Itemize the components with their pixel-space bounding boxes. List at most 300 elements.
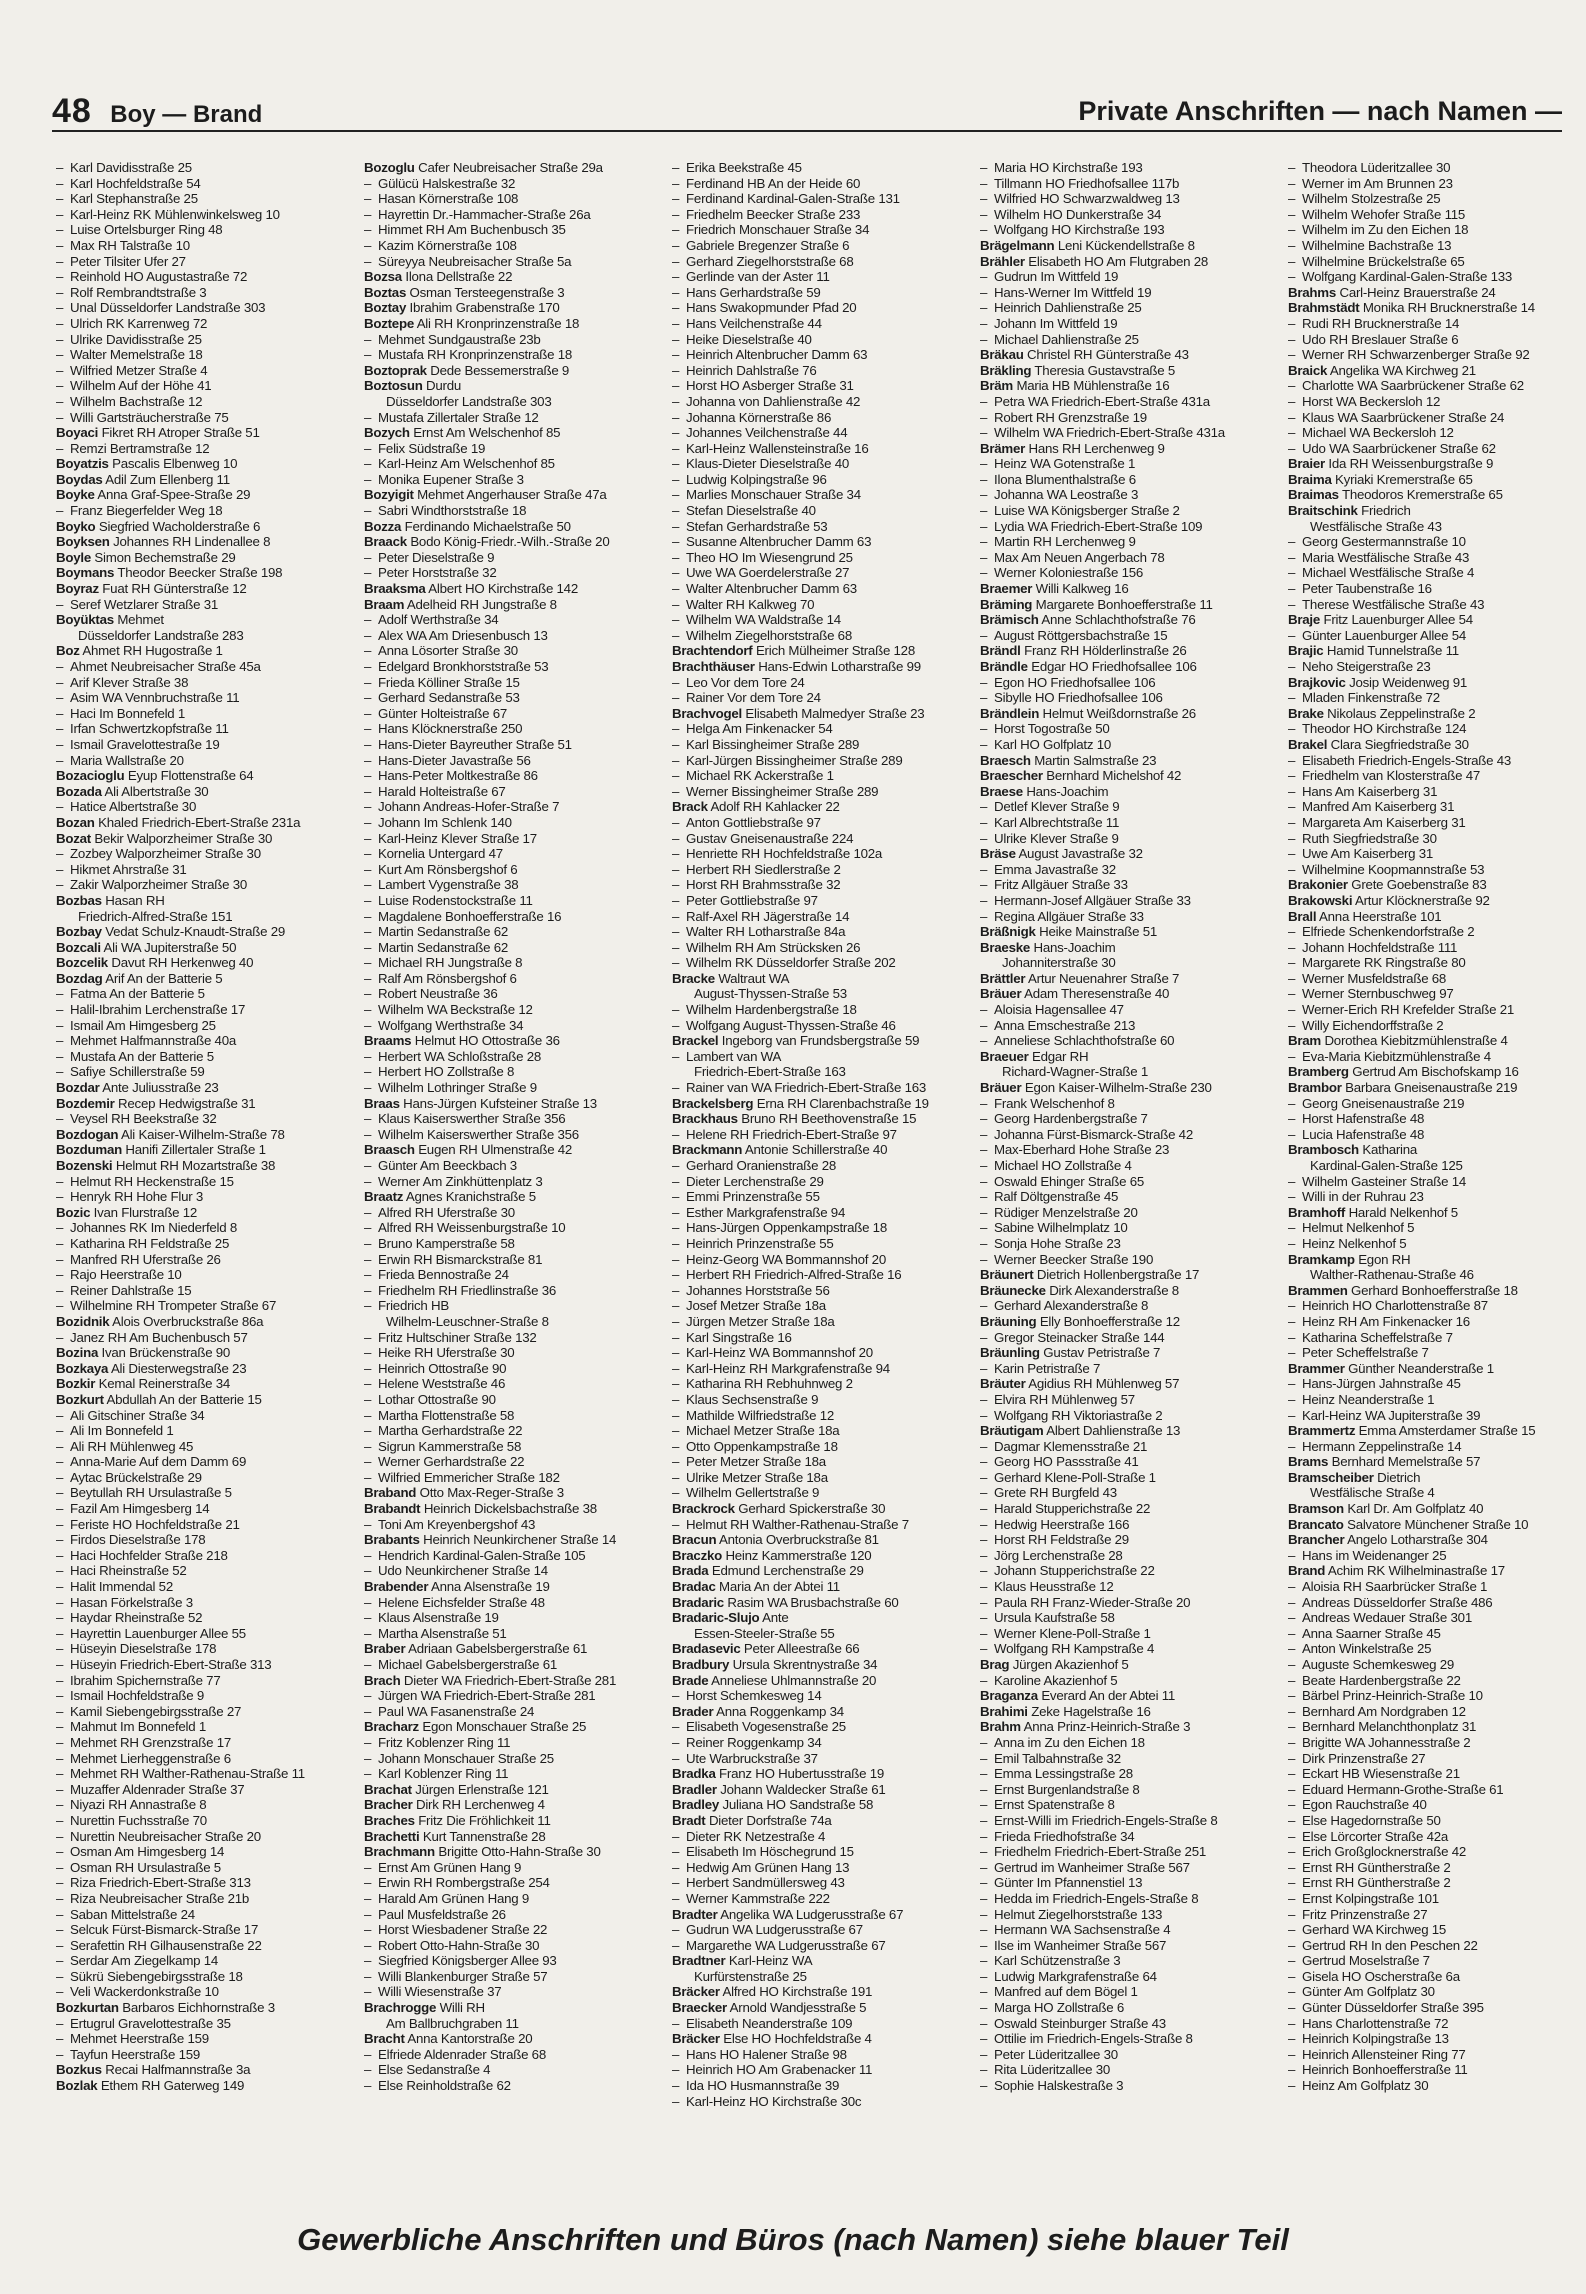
- directory-entry: – Karl Albrechtstraße 11: [980, 814, 1120, 830]
- entry-text: Fritz Allgäuer Straße 33: [994, 877, 1128, 893]
- entry-text: Ante Juliusstraße 23: [102, 1080, 219, 1096]
- surname: Bozkurt: [56, 1391, 104, 1407]
- directory-entry: [364, 1719, 660, 1735]
- entry-text: Erwin RH Bismarckstraße 81: [378, 1251, 543, 1267]
- surname: Boztay: [364, 300, 407, 316]
- entry-text: Klaus-Dieter Dieselstraße 40: [686, 456, 850, 472]
- directory-entry: – Ulrich RK Karrenweg 72: [56, 315, 208, 331]
- entry-text: Rainer Vor dem Tore 24: [686, 690, 821, 706]
- entry-text: Martin RH Lerchenweg 9: [994, 534, 1136, 550]
- entry-text: Artur Neuenahrer Straße 7: [1028, 970, 1180, 986]
- surname: Bozidnik: [56, 1313, 110, 1329]
- entry-text: Wilhelm Stolzestraße 25: [1302, 191, 1441, 207]
- directory-entry: – Udo RH Breslauer Straße 6: [1288, 331, 1459, 347]
- directory-entry: – Wilfried Metzer Straße 4: [56, 362, 208, 378]
- directory-entry: – Peter Tilsiter Ufer 27: [56, 253, 186, 269]
- directory-entry: [672, 1548, 968, 1564]
- directory-entry: [672, 1064, 968, 1080]
- entry-text: Gerhard Bonhoefferstraße 18: [1351, 1282, 1518, 1298]
- surname: Brabender: [364, 1579, 429, 1595]
- entry-text: Peter Alleestraße 66: [743, 1641, 860, 1657]
- entry-text: Janez RH Am Buchenbusch 57: [70, 1329, 248, 1345]
- directory-entry: – Ernst Spatenstraße 8: [980, 1797, 1115, 1813]
- entry-text: Essen-Steeler-Straße 55: [694, 1625, 835, 1641]
- directory-entry: – Günter Am Beeckbach 3: [364, 1158, 517, 1173]
- entry-text: August Javastraße 32: [1018, 846, 1143, 862]
- entry-text: Anton Winkelstraße 25: [1302, 1641, 1432, 1657]
- directory-entry: [364, 1579, 660, 1595]
- entry-text: Helmut RH Walther-Rathenau-Straße 7: [686, 1516, 909, 1532]
- directory-entry: [672, 1595, 968, 1611]
- entry-text: Friedrich-Ebert-Straße 163: [694, 1064, 846, 1080]
- entry-text: Wilhelm Hardenbergstraße 18: [686, 1002, 857, 1018]
- entry-text: Manfred auf dem Bögel 1: [994, 1984, 1138, 2000]
- surname: Brabandt: [364, 1501, 421, 1517]
- entry-text: Gudrun Im Wittfeld 19: [994, 269, 1119, 285]
- directory-entry: – Andreas Wedauer Straße 301: [1288, 1610, 1472, 1626]
- entry-text: Zozbey Walporzheimer Straße 30: [70, 846, 261, 862]
- entry-text: Walther-Rathenau-Straße 46: [1310, 1267, 1474, 1283]
- entry-text: Karl Singstraße 16: [686, 1329, 792, 1345]
- entry-text: Hans Am Kaiserberg 31: [1302, 783, 1438, 799]
- entry-text: Johanna WA Leostraße 3: [994, 487, 1139, 503]
- entry-text: Mustafa An der Batterie 5: [70, 1048, 214, 1064]
- directory-entry: – Mahmut Im Bonnefeld 1: [56, 1719, 206, 1735]
- entry-text: Else Reinholdstraße 62: [378, 2078, 511, 2094]
- directory-entry: – Veli Wackerdonkstraße 10: [56, 1984, 219, 2000]
- entry-text: Albert Dahlienstraße 13: [1046, 1423, 1181, 1439]
- entry-text: Herbert WA Schloßstraße 28: [378, 1048, 542, 1064]
- directory-entry: – Ertugrul Gravelottestraße 35: [56, 2015, 231, 2031]
- directory-entry: [1288, 456, 1566, 472]
- directory-entry: [672, 1704, 968, 1720]
- directory-entry: – Hayrettin Lauenburger Allee 55: [56, 1625, 246, 1641]
- entry-text: Hermann WA Sachsenstraße 4: [994, 1922, 1171, 1938]
- directory-entry: – Theo HO Im Wiesengrund 25: [672, 549, 853, 565]
- entry-text: Luise Rodenstockstraße 11: [378, 892, 533, 908]
- entry-text: Hans-Joachim: [1033, 939, 1116, 955]
- directory-entry: – Walter RH Lotharstraße 84a: [672, 924, 846, 940]
- entry-text: Durdu: [426, 378, 461, 394]
- entry-text: Luise Ortelsburger Ring 48: [70, 222, 223, 238]
- directory-entry: – Katharina RH Rebhuhnweg 2: [672, 1376, 853, 1392]
- directory-entry: – Wilfried HO Schwarzwaldweg 13: [980, 191, 1180, 207]
- directory-entry: – Ulrike Metzer Straße 18a: [672, 1469, 828, 1485]
- surname: Braecker: [672, 2000, 727, 2016]
- directory-entry: – Gertrud Moselstraße 7: [1288, 1953, 1430, 1969]
- directory-entry: – Hans-Dieter Javastraße 56: [364, 752, 531, 768]
- entry-text: Sabine Wilhelmplatz 10: [994, 1220, 1128, 1236]
- entry-text: Johanna Körnerstraße 86: [686, 409, 832, 425]
- directory-entry: [672, 1782, 968, 1798]
- entry-text: Willi Gartsträucherstraße 75: [70, 409, 229, 425]
- entry-text: Helga Am Finkenacker 54: [686, 721, 833, 737]
- directory-entry: [672, 1984, 968, 2000]
- entry-text: Wilhelm im Zu den Eichen 18: [1302, 222, 1469, 238]
- directory-entry: – Heinrich Allensteiner Ring 77: [1288, 2046, 1466, 2062]
- directory-entry: – Beate Hardenbergstraße 22: [1288, 1672, 1461, 1688]
- entry-text: Kornelia Untergard 47: [378, 846, 503, 862]
- directory-entry: [56, 784, 352, 800]
- directory-column-1: [56, 160, 352, 2180]
- directory-entry: – Hüseyin Friedrich-Ebert-Straße 313: [56, 1657, 272, 1672]
- entry-text: Arif Klever Straße 38: [70, 674, 189, 690]
- entry-text: Fuat RH Günterstraße 12: [102, 581, 247, 597]
- directory-entry: – Ismail Am Himgesberg 25: [56, 1017, 216, 1033]
- directory-entry: [56, 971, 352, 987]
- entry-text: Osman Tersteegenstraße 3: [409, 284, 565, 300]
- entry-text: Helmut HO Ottostraße 36: [414, 1033, 560, 1049]
- entry-text: Am Ballbruchgraben 11: [386, 2015, 519, 2031]
- entry-text: Wilhelmine RH Trompeter Straße 67: [70, 1298, 277, 1314]
- directory-entry: – Kamil Siebengebirgsstraße 27: [56, 1703, 242, 1719]
- directory-entry: – Hedda im Friedrich-Engels-Straße 8: [980, 1890, 1199, 1906]
- entry-text: Horst HO Asberger Straße 31: [686, 378, 854, 394]
- directory-entry: – Johann Stupperichstraße 22: [980, 1563, 1155, 1579]
- entry-text: Erika Beekstraße 45: [686, 160, 802, 175]
- surname: Brämer: [980, 440, 1026, 456]
- directory-entry: – Michael RK Ackerstraße 1: [672, 768, 834, 784]
- section-title: Private Anschriften — nach Namen —: [1078, 96, 1562, 126]
- entry-text: Dagmar Klemensstraße 21: [994, 1438, 1148, 1454]
- directory-entry: [980, 363, 1276, 379]
- entry-text: Willi Wiesenstraße 37: [378, 1984, 502, 2000]
- surname: Brackelsberg: [672, 1095, 754, 1111]
- entry-text: Helmut Ziegelhorststraße 133: [994, 1906, 1163, 1922]
- entry-text: Tillmann HO Friedhofsallee 117b: [994, 175, 1180, 191]
- entry-text: Frieda Friedhofstraße 34: [994, 1828, 1135, 1844]
- entry-text: Ursula Kaufstraße 58: [994, 1610, 1115, 1626]
- surname: Boyüktas: [56, 612, 114, 628]
- directory-entry: [1288, 675, 1566, 691]
- directory-entry: [364, 1797, 660, 1813]
- entry-text: Jürgen Akazienhof 5: [1012, 1657, 1129, 1672]
- entry-text: Horst Hafenstraße 48: [1302, 1111, 1425, 1127]
- entry-text: Elfriede Schenkendorfstraße 2: [1302, 924, 1475, 940]
- surname: Brakowski: [1288, 892, 1353, 908]
- directory-entry: – Heinz-Georg WA Bommannshof 20: [672, 1251, 886, 1267]
- entry-text: Margarete RK Ringstraße 80: [1302, 955, 1466, 971]
- directory-entry: – Maria Westfälische Straße 43: [1288, 549, 1470, 565]
- entry-text: Serafettin RH Gilhausenstraße 22: [70, 1937, 262, 1953]
- entry-text: Wilhelm Gellertstraße 9: [686, 1485, 820, 1501]
- directory-entry: – Helene RH Friedrich-Ebert-Straße 97: [672, 1126, 897, 1142]
- entry-text: Sophie Halskestraße 3: [994, 2078, 1124, 2094]
- directory-entry: – Max RH Talstraße 10: [56, 237, 190, 253]
- directory-entry: [364, 269, 660, 285]
- directory-entry: – Max-Eberhard Hohe Straße 23: [980, 1142, 1170, 1158]
- directory-entry: – Dieter RK Netzestraße 4: [672, 1828, 826, 1844]
- entry-text: Lydia WA Friedrich-Ebert-Straße 109: [994, 518, 1203, 534]
- directory-entry: – Feriste HO Hochfeldstraße 21: [56, 1516, 240, 1532]
- entry-text: Adelheid RH Jungstraße 8: [406, 596, 557, 612]
- entry-text: Heinrich Prinzenstraße 55: [686, 1235, 834, 1251]
- surname: Braese: [980, 783, 1023, 799]
- directory-entry: – Leo Vor dem Tore 24: [672, 674, 805, 690]
- directory-entry: [672, 1766, 968, 1782]
- directory-entry: – Karl Koblenzer Ring 11: [364, 1766, 509, 1782]
- entry-text: Margarethe WA Ludgerusstraße 67: [686, 1937, 886, 1953]
- directory-entry: [672, 799, 968, 815]
- entry-text: Ferdinando Michaelstraße 50: [404, 518, 571, 534]
- surname: Brachthäuser: [672, 659, 755, 674]
- entry-text: Else HO Hochfeldstraße 4: [723, 2031, 872, 2047]
- surname: Bozcali: [56, 939, 101, 955]
- directory-entry: – Michael Dahlienstraße 25: [980, 331, 1139, 347]
- directory-entry: – Karl HO Golfplatz 10: [980, 736, 1111, 752]
- directory-entry: – Egon HO Friedhofsallee 106: [980, 674, 1156, 690]
- entry-text: Johann Andreas-Hofer-Straße 7: [378, 799, 560, 815]
- entry-text: Dede Bessemerstraße 9: [430, 362, 570, 378]
- entry-text: Ali Albertstraße 30: [104, 783, 209, 799]
- entry-text: Hamid Tunnelstraße 11: [1326, 643, 1459, 659]
- entry-text: Wilhelmine Bachstraße 13: [1302, 237, 1452, 253]
- entry-text: Simon Bechemstraße 29: [94, 549, 236, 565]
- entry-text: Karl Hochfeldstraße 54: [70, 175, 201, 191]
- surname: Bozych: [364, 425, 410, 441]
- directory-entry: [980, 706, 1276, 722]
- directory-entry: – Werner Musfeldstraße 68: [1288, 970, 1447, 986]
- directory-entry: – Friedhelm van Klosterstraße 47: [1288, 768, 1481, 784]
- directory-entry: [56, 472, 352, 488]
- surname: Bradasevic: [672, 1641, 741, 1657]
- directory-entry: – Fritz Prinzenstraße 27: [1288, 1906, 1428, 1922]
- directory-entry: – Anna im Zu den Eichen 18: [980, 1734, 1145, 1750]
- directory-entry: – Safiye Schillerstraße 59: [56, 1064, 205, 1080]
- entry-text: Rasim WA Brusbachstraße 60: [727, 1594, 899, 1610]
- entry-text: Günter Lauenburger Allee 54: [1302, 627, 1467, 643]
- directory-entry: [1288, 363, 1566, 379]
- surname: Bräming: [980, 596, 1033, 612]
- entry-text: Anna Alsenstraße 19: [430, 1579, 550, 1595]
- surname: Boztosun: [364, 378, 423, 394]
- entry-text: Gerhard Alexanderstraße 8: [994, 1298, 1149, 1314]
- directory-entry: – Wilfried Emmericher Straße 182: [364, 1469, 560, 1485]
- directory-entry: – Asim WA Vennbruchstraße 11: [56, 690, 240, 706]
- surname: Brake: [1288, 705, 1324, 721]
- surname: Bozkir: [56, 1376, 96, 1392]
- directory-entry: [56, 1096, 352, 1112]
- entry-text: Elisabeth Friedrich-Engels-Straße 43: [1302, 752, 1512, 768]
- entry-text: Sigrun Kammerstraße 58: [378, 1438, 522, 1454]
- entry-text: Muzaffer Aldenrader Straße 37: [70, 1781, 245, 1797]
- entry-text: Herbert Sandmüllersweg 43: [686, 1875, 845, 1891]
- directory-entry: – Wilhelm Ziegelhorststraße 68: [672, 627, 852, 643]
- entry-text: Manfred RH Uferstraße 26: [70, 1251, 221, 1267]
- entry-text: Franz RH Hölderlinstraße 26: [1024, 643, 1187, 659]
- directory-entry: – Ilse im Wanheimer Straße 567: [980, 1937, 1167, 1953]
- directory-entry: – Elfriede Schenkendorfstraße 2: [1288, 924, 1475, 940]
- directory-entry: – Marlies Monschauer Straße 34: [672, 487, 861, 503]
- entry-text: Wilfried HO Schwarzwaldweg 13: [994, 191, 1180, 207]
- directory-entry: – Haci Im Bonnefeld 1: [56, 705, 186, 721]
- entry-text: Ute Warbruckstraße 37: [686, 1750, 818, 1766]
- entry-text: Heike RH Uferstraße 30: [378, 1345, 515, 1361]
- directory-entry: [980, 1064, 1276, 1080]
- directory-entry: – Hatice Albertstraße 30: [56, 799, 197, 815]
- entry-text: Ismail Am Himgesberg 25: [70, 1017, 216, 1033]
- directory-entry: – Anna Saarner Straße 45: [1288, 1625, 1441, 1641]
- surname: Braasch: [364, 1142, 415, 1158]
- entry-text: Brigitte WA Johannesstraße 2: [1302, 1734, 1471, 1750]
- entry-text: Bernhard Memelstraße 57: [1331, 1454, 1481, 1470]
- directory-entry: [980, 955, 1276, 971]
- entry-text: Safiye Schillerstraße 59: [70, 1064, 205, 1080]
- directory-entry: – Horst Wiesbadener Straße 22: [364, 1922, 548, 1938]
- directory-entry: – Nurettin Neubreisacher Straße 20: [56, 1828, 261, 1844]
- directory-entry: [672, 1626, 968, 1642]
- directory-entry: [56, 955, 352, 971]
- directory-entry: – Rolf Rembrandtstraße 3: [56, 284, 207, 300]
- surname: Bräuer: [980, 1080, 1022, 1096]
- directory-entry: [1288, 737, 1566, 753]
- directory-entry: – Ali RH Mühlenweg 45: [56, 1438, 194, 1454]
- entry-text: Michael Metzer Straße 18a: [686, 1423, 840, 1439]
- directory-entry: – Eduard Hermann-Grothe-Straße 61: [1288, 1781, 1504, 1797]
- surname: Braesch: [980, 752, 1031, 768]
- directory-entry: – Ralf Am Rönsbergshof 6: [364, 970, 517, 986]
- directory-entry: – Herbert RH Siedlerstraße 2: [672, 861, 841, 877]
- surname: Boyke: [56, 487, 95, 503]
- entry-text: Lothar Ottostraße 90: [378, 1391, 496, 1407]
- entry-text: Max RH Talstraße 10: [70, 237, 190, 253]
- surname: Bracke: [672, 970, 715, 986]
- entry-text: Walter Memelstraße 18: [70, 347, 203, 363]
- entry-text: Gabriele Bregenzer Straße 6: [686, 237, 850, 253]
- entry-text: Michael Dahlienstraße 25: [994, 331, 1139, 347]
- surname: Brachrogge: [364, 2000, 437, 2016]
- directory-entry: – Karin Petristraße 7: [980, 1360, 1101, 1376]
- entry-text: Elisabeth Vogesenstraße 25: [686, 1719, 846, 1735]
- directory-entry: – Herbert Sandmüllersweg 43: [672, 1875, 845, 1891]
- directory-entry: – Frieda Kölliner Straße 15: [364, 674, 520, 690]
- directory-entry: [1288, 612, 1566, 628]
- entry-text: Friedrich Monschauer Straße 34: [686, 222, 870, 238]
- entry-text: Michael Gabelsbergerstraße 61: [378, 1657, 558, 1672]
- directory-entry: – Fritz Koblenzer Ring 11: [364, 1734, 511, 1750]
- surname: Boztas: [364, 284, 407, 300]
- directory-entry: – Wilhelmine Koopmannstraße 53: [1288, 861, 1485, 877]
- directory-entry: – Kornelia Untergard 47: [364, 846, 503, 862]
- entry-text: Heinz-Georg WA Bommannshof 20: [686, 1251, 886, 1267]
- directory-entry: – Riza Friedrich-Ebert-Straße 313: [56, 1875, 251, 1891]
- entry-text: Wilhelm-Leuschner-Straße 8: [386, 1313, 549, 1329]
- directory-entry: – Wilhelm Wehofer Straße 115: [1288, 206, 1466, 222]
- entry-text: Hasan Körnerstraße 108: [378, 191, 519, 207]
- surname: Bozina: [56, 1345, 99, 1361]
- directory-entry: [672, 1953, 968, 1969]
- entry-text: Willi Kalkweg 16: [1035, 581, 1129, 597]
- entry-text: Wolfgang Kardinal-Galen-Straße 133: [1302, 269, 1513, 285]
- entry-text: Adam Theresenstraße 40: [1024, 986, 1170, 1002]
- entry-text: Emil Talbahnstraße 32: [994, 1750, 1121, 1766]
- entry-text: Adolf RH Kahlacker 22: [710, 799, 840, 815]
- entry-text: Edgar HO Friedhofsallee 106: [1031, 659, 1197, 674]
- surname: Bramson: [1288, 1501, 1344, 1517]
- entry-text: Werner Klene-Poll-Straße 1: [994, 1625, 1151, 1641]
- directory-entry: – Georg Gestermannstraße 10: [1288, 534, 1466, 550]
- directory-entry: [364, 1314, 660, 1330]
- entry-text: Petra WA Friedrich-Ebert-Straße 431a: [994, 393, 1210, 409]
- entry-text: August-Thyssen-Straße 53: [694, 986, 847, 1002]
- directory-entry: – Hans Am Kaiserberg 31: [1288, 783, 1438, 799]
- entry-text: Karl-Heinz WA Bommannshof 20: [686, 1345, 873, 1361]
- directory-entry: – Ali Im Bonnefeld 1: [56, 1423, 174, 1439]
- directory-entry: – Theodora Lüderitzallee 30: [1288, 160, 1451, 175]
- directory-entry: – Tillmann HO Friedhofsallee 117b: [980, 175, 1180, 191]
- entry-text: Emma Lessingstraße 28: [994, 1766, 1133, 1782]
- directory-entry: – Georg HO Passstraße 41: [980, 1454, 1139, 1470]
- directory-entry: – Rainer Vor dem Tore 24: [672, 690, 821, 706]
- surname: Boyko: [56, 518, 96, 534]
- entry-text: Alex WA Am Driesenbusch 13: [378, 627, 548, 643]
- surname: Bozkurtan: [56, 2000, 119, 2016]
- directory-column-3: [672, 160, 968, 2180]
- entry-text: Hüseyin Dieselstraße 178: [70, 1641, 217, 1657]
- directory-entry: – Ferdinand Kardinal-Galen-Straße 131: [672, 191, 900, 207]
- entry-text: Stefan Dieselstraße 40: [686, 503, 816, 519]
- directory-entry: – Else Reinholdstraße 62: [364, 2078, 511, 2094]
- directory-entry: – Hans-Werner Im Wittfeld 19: [980, 284, 1152, 300]
- entry-text: Karl Bissingheimer Straße 289: [686, 736, 860, 752]
- surname: Bräunling: [980, 1345, 1040, 1361]
- entry-text: Hayrettin Lauenburger Allee 55: [70, 1625, 246, 1641]
- entry-text: Ferdinand Kardinal-Galen-Straße 131: [686, 191, 900, 207]
- directory-entry: – Oswald Ehinger Straße 65: [980, 1173, 1144, 1189]
- directory-entry: [672, 1563, 968, 1579]
- entry-text: Horst Schemkesweg 14: [686, 1688, 822, 1704]
- surname: Brachetti: [364, 1828, 420, 1844]
- entry-text: Günther Neanderstraße 1: [1348, 1360, 1494, 1376]
- directory-entry: – Muzaffer Aldenrader Straße 37: [56, 1781, 245, 1797]
- entry-text: Fritz Koblenzer Ring 11: [378, 1734, 511, 1750]
- directory-entry: – Johann Monschauer Straße 25: [364, 1750, 554, 1766]
- directory-entry: [980, 753, 1276, 769]
- directory-entry: – Herbert HO Zollstraße 8: [364, 1064, 515, 1080]
- header-left: [52, 92, 262, 131]
- directory-entry: – Eckart HB Wiesenstraße 21: [1288, 1766, 1460, 1782]
- surname: Braje: [1288, 612, 1321, 628]
- directory-entry: – Himmet RH Am Buchenbusch 35: [364, 222, 566, 238]
- entry-text: Josef Metzer Straße 18a: [686, 1298, 826, 1314]
- entry-text: Elfriede Aldenrader Straße 68: [378, 2046, 546, 2062]
- entry-text: Johannes RH Lindenallee 8: [113, 534, 271, 550]
- entry-text: Harald Am Grünen Hang 9: [378, 1890, 529, 1906]
- surname: Braescher: [980, 768, 1043, 784]
- directory-entry: – Gerhard Ziegelhorststraße 68: [672, 253, 854, 269]
- entry-text: Kardinal-Galen-Straße 125: [1310, 1158, 1463, 1173]
- entry-text: Hans-Jürgen Kufsteiner Straße 13: [403, 1095, 597, 1111]
- entry-text: Frieda Bennostraße 24: [378, 1267, 509, 1283]
- directory-entry: – Hedwig Am Grünen Hang 13: [672, 1859, 850, 1875]
- name-range: Boy — Brand: [110, 101, 263, 128]
- directory-entry: – Karl-Heinz Wallensteinstraße 16: [672, 440, 869, 456]
- directory-entry: [364, 1033, 660, 1049]
- entry-text: Rita Lüderitzallee 30: [994, 2062, 1111, 2078]
- entry-text: Richard-Wagner-Straße 1: [1002, 1064, 1148, 1080]
- directory-entry: – Else Sedanstraße 4: [364, 2062, 491, 2078]
- entry-text: Anna Graf-Spee-Straße 29: [97, 487, 251, 503]
- directory-entry: – Willi Blankenburger Straße 57: [364, 1968, 548, 1984]
- directory-entry: [672, 643, 968, 659]
- directory-entry: [1288, 877, 1566, 893]
- surname: Brachtendorf: [672, 643, 753, 659]
- entry-text: Gerhard Oranienstraße 28: [686, 1158, 836, 1173]
- directory-entry: [364, 2000, 660, 2016]
- directory-entry: – Therese Westfälische Straße 43: [1288, 596, 1485, 612]
- entry-text: Frank Welschenhof 8: [994, 1095, 1115, 1111]
- surname: Boyaci: [56, 425, 99, 441]
